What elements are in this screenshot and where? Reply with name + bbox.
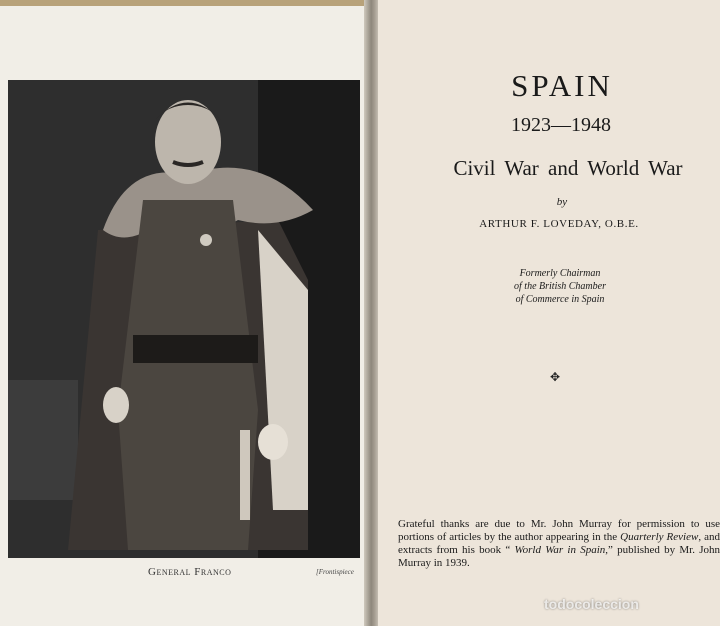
frontispiece-label: [Frontispiece: [316, 568, 354, 576]
book-years: 1923—1948: [511, 114, 611, 136]
by-line: by: [556, 196, 568, 208]
ack-journal: Quarterly Review: [620, 531, 699, 543]
acknowledgement-text: [398, 518, 720, 570]
ack-part-1: Grateful thanks are due to Mr. John Murray for permission to use portions of articles by the author appearing in the: [398, 518, 720, 543]
ack-part-2: , and extracts from his book “: [398, 531, 720, 556]
watermark-logo: todocoleccion: [544, 596, 639, 612]
author-credentials: [490, 267, 630, 306]
page-edge: [0, 0, 372, 6]
credentials-line-2: of the British Chamber: [514, 281, 606, 292]
book-subtitle: Civil War and World War: [453, 156, 683, 180]
ornament-icon: ✥: [550, 370, 561, 384]
photo-caption: General Franco: [148, 566, 232, 578]
credentials-line-1: Formerly Chairman: [519, 268, 601, 279]
credentials-line-3: of Commerce in Spain: [515, 294, 605, 305]
portrait-photograph: [8, 80, 360, 558]
author-name: ARTHUR F. LOVEDAY, O.B.E.: [479, 218, 639, 230]
book-title: SPAIN: [511, 68, 613, 103]
ack-part-3: ,” published by Mr. John Murray in 1939.: [398, 544, 720, 569]
portrait-illustration: [8, 80, 360, 558]
ack-book: World War in Spain: [514, 544, 606, 556]
